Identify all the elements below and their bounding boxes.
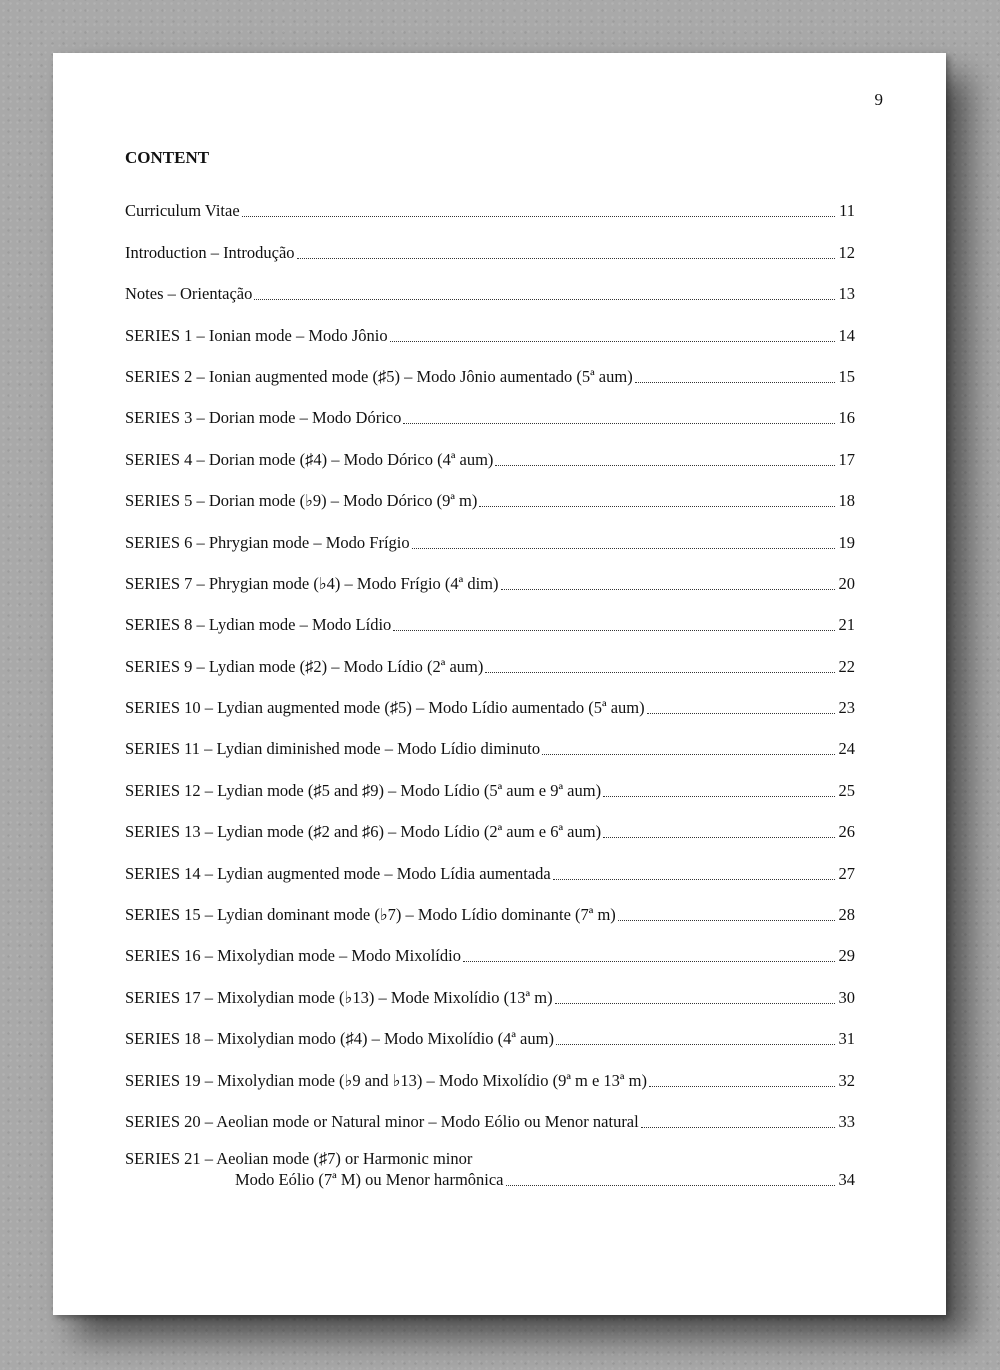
- dot-leader: [555, 1002, 835, 1004]
- dot-leader: [495, 464, 835, 466]
- toc-entry: [125, 727, 855, 768]
- dot-leader: [618, 919, 835, 921]
- toc-entry-page: 17: [838, 449, 855, 469]
- dot-leader: [254, 298, 835, 300]
- toc-entry-page: 34: [838, 1169, 855, 1189]
- toc-entry-subtitle: Modo Eólio (7ª M) ou Menor harmônica: [235, 1169, 504, 1189]
- dot-leader: [542, 753, 835, 755]
- toc-entry-title: SERIES 3 – Dorian mode – Modo Dórico: [125, 408, 402, 428]
- dot-leader: [649, 1085, 835, 1087]
- dot-leader: [553, 878, 835, 880]
- toc-entry-page: 22: [838, 656, 855, 676]
- toc-entry-page: 18: [838, 491, 855, 511]
- toc-entry: [125, 396, 855, 437]
- toc-entry: [125, 603, 855, 644]
- toc-entry: [125, 1100, 855, 1141]
- dot-leader: [297, 257, 835, 259]
- toc-entry-page: 29: [838, 946, 855, 966]
- toc-entry-title: SERIES 18 – Mixolydian modo (♯4) – Modo Mixolídio (4ª aum): [125, 1029, 554, 1049]
- toc-entry: [125, 272, 855, 313]
- toc-entry: [125, 851, 855, 892]
- toc-entry: [125, 1017, 855, 1058]
- toc-entry-title: SERIES 1 – Ionian mode – Modo Jônio: [125, 325, 388, 345]
- toc-entry: [125, 479, 855, 520]
- toc-entry-page: 30: [838, 987, 855, 1007]
- toc-entry: [125, 686, 855, 727]
- toc-entry-page: 23: [838, 698, 855, 718]
- dot-leader: [641, 1126, 835, 1128]
- dot-leader: [556, 1043, 835, 1045]
- toc-entry-page: 28: [838, 905, 855, 925]
- toc-entry: [125, 313, 855, 354]
- toc-entry-title: SERIES 5 – Dorian mode (♭9) – Modo Dórico (9ª m): [125, 491, 478, 511]
- dot-leader: [603, 795, 835, 797]
- toc-entry-page: 13: [838, 284, 855, 304]
- toc-entry-page: 25: [838, 780, 855, 800]
- toc-entry-title: SERIES 20 – Aeolian mode or Natural minor – Modo Eólio ou Menor natural: [125, 1111, 639, 1131]
- toc-entry-title: SERIES 21 – Aeolian mode (♯7) or Harmonic minor: [125, 1148, 473, 1168]
- toc-heading: CONTENT: [125, 148, 210, 167]
- toc-entry-title: SERIES 6 – Phrygian mode – Modo Frígio: [125, 532, 410, 552]
- toc-entry-title: SERIES 8 – Lydian mode – Modo Lídio: [125, 615, 392, 635]
- toc-entry-title: SERIES 9 – Lydian mode (♯2) – Modo Lídio (2ª aum): [125, 656, 484, 676]
- toc-entry-title: SERIES 14 – Lydian augmented mode – Modo Lídia aumentada: [125, 863, 551, 883]
- toc-entry: [125, 768, 855, 809]
- toc-entry: [125, 437, 855, 478]
- toc-entry: [125, 189, 855, 230]
- toc-entry: [125, 810, 855, 851]
- toc-entry-page: 11: [839, 201, 855, 221]
- toc-entry: [125, 1141, 855, 1205]
- toc-entry-title: SERIES 2 – Ionian augmented mode (♯5) – Modo Jônio aumentado (5ª aum): [125, 366, 633, 386]
- toc-entry-title: SERIES 19 – Mixolydian mode (♭9 and ♭13) – Modo Mixolídio (9ª m e 13ª m): [125, 1070, 647, 1090]
- toc-entry: [125, 893, 855, 934]
- toc-entry-page: 15: [838, 366, 855, 386]
- toc-entry: [125, 230, 855, 271]
- toc-entry-page: 14: [838, 325, 855, 345]
- toc-entry-page: 32: [838, 1070, 855, 1090]
- toc-entry-title: Curriculum Vitae: [125, 201, 240, 221]
- dot-leader: [463, 960, 835, 962]
- toc-entry-page: 20: [838, 573, 855, 593]
- toc-entry-title: SERIES 4 – Dorian mode (♯4) – Modo Dórico (4ª aum): [125, 449, 494, 469]
- toc-entry-page: 31: [838, 1029, 855, 1049]
- document-page: [53, 53, 946, 1315]
- dot-leader: [390, 340, 835, 342]
- toc-entry-page: 24: [838, 739, 855, 759]
- toc-entry-title: SERIES 15 – Lydian dominant mode (♭7) – Modo Lídio dominante (7ª m): [125, 905, 616, 925]
- page-number: 9: [874, 90, 883, 109]
- dot-leader: [603, 836, 835, 838]
- dot-leader: [501, 588, 836, 590]
- toc-entry-title: SERIES 11 – Lydian diminished mode – Modo Lídio diminuto: [125, 739, 541, 759]
- toc-entry: [125, 1058, 855, 1099]
- dot-leader: [647, 712, 835, 714]
- toc-entry-title: SERIES 7 – Phrygian mode (♭4) – Modo Frígio (4ª dim): [125, 573, 499, 593]
- toc-entry: [125, 562, 855, 603]
- toc-entry: [125, 934, 855, 975]
- dot-leader: [242, 215, 835, 217]
- toc-entry-page: 21: [838, 615, 855, 635]
- toc-entry-title: Introduction – Introdução: [125, 242, 295, 262]
- toc-entry-title: SERIES 13 – Lydian mode (♯2 and ♯6) – Modo Lídio (2ª aum e 6ª aum): [125, 822, 602, 842]
- toc-entry: [125, 644, 855, 685]
- dot-leader: [506, 1184, 835, 1186]
- table-of-contents: [125, 189, 855, 1205]
- toc-entry-page: 26: [838, 822, 855, 842]
- toc-entry-title: SERIES 17 – Mixolydian mode (♭13) – Mode Mixolídio (13ª m): [125, 987, 553, 1007]
- toc-entry: [125, 520, 855, 561]
- toc-entry-page: 19: [838, 532, 855, 552]
- toc-entry: [125, 355, 855, 396]
- toc-entry-page: 16: [838, 408, 855, 428]
- dot-leader: [412, 547, 835, 549]
- dot-leader: [485, 671, 835, 673]
- toc-entry-title: SERIES 12 – Lydian mode (♯5 and ♯9) – Modo Lídio (5ª aum e 9ª aum): [125, 780, 602, 800]
- toc-entry-title: Notes – Orientação: [125, 284, 253, 304]
- dot-leader: [479, 505, 835, 507]
- toc-entry-page: 33: [838, 1111, 855, 1131]
- toc-entry: [125, 975, 855, 1016]
- dot-leader: [393, 629, 835, 631]
- toc-entry-page: 27: [838, 863, 855, 883]
- dot-leader: [635, 381, 835, 383]
- toc-entry-page: 12: [838, 242, 855, 262]
- toc-entry-title: SERIES 16 – Mixolydian mode – Modo Mixolídio: [125, 946, 461, 966]
- toc-entry-title: SERIES 10 – Lydian augmented mode (♯5) – Modo Lídio aumentado (5ª aum): [125, 698, 645, 718]
- dot-leader: [403, 422, 835, 424]
